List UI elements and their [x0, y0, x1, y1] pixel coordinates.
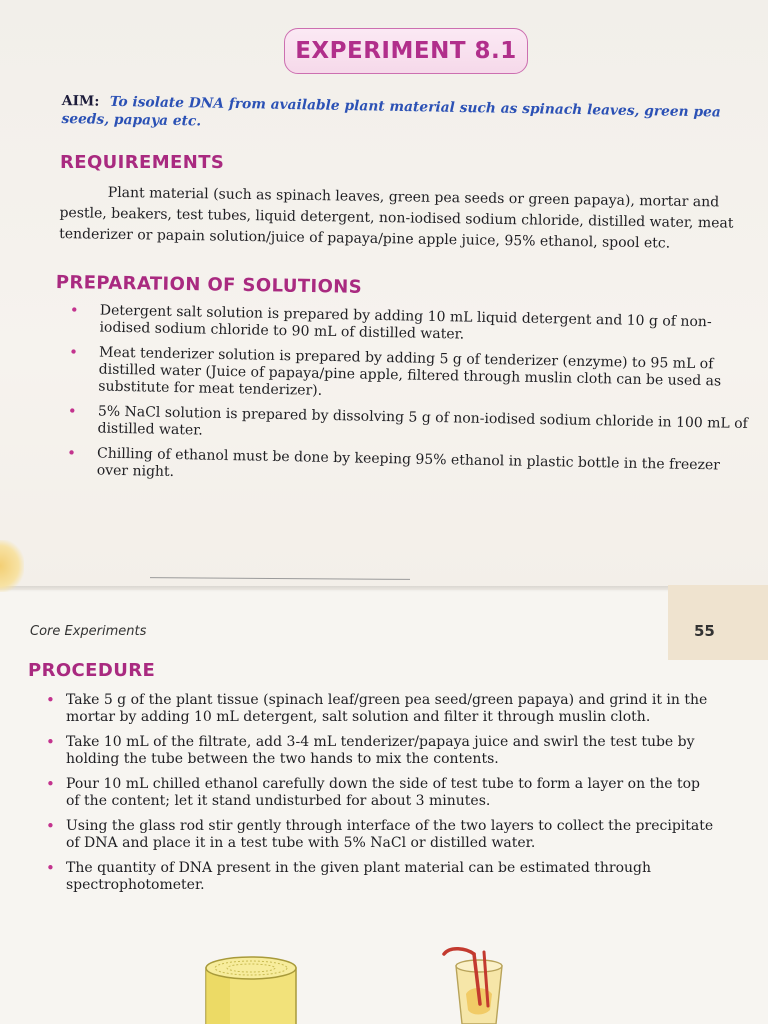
preparation-heading: PREPARATION OF SOLUTIONS — [55, 272, 363, 298]
requirements-paragraph — [59, 182, 754, 256]
yellow-stain-decoration — [0, 540, 24, 592]
list-item: • Chilling of ethanol must be done by keeping 95% ethanol in plastic bottle in the freezer over night. — [69, 445, 754, 492]
list-item: • Meat tenderizer solution is prepared by adding 5 g of tenderizer (enzyme) to 95 mL of distilled water (Juice of papaya/pine apple, filtered through muslin cloth can be used as substitute for meat tenderizer). — [70, 344, 755, 408]
list-item: • The quantity of DNA present in the given plant material can be estimated through spectrophotometer. — [36, 860, 718, 894]
procedure-list — [36, 692, 718, 902]
page-corner-tab — [668, 585, 768, 660]
footer-section-label: Core Experiments — [30, 624, 147, 639]
procedure-heading: PROCEDURE — [28, 660, 156, 681]
requirements-text: Plant material (such as spinach leaves, green pea seeds or green papaya), mortar and pestle, beakers, test tubes, liquid detergent, non-iodised sodium chloride, distilled water, meat tenderizer or papain solution/juice of papaya/pine apple juice, 95% ethanol, spool etc. — [59, 184, 734, 252]
list-item: • 5% NaCl solution is prepared by dissolving 5 g of non-iodised sodium chloride in 100 mL of distilled water. — [69, 403, 754, 450]
list-item: • Using the glass rod stir gently through interface of the two layers to collect the precipitate of DNA and place it in a test tube with 5% NaCl or distilled water. — [36, 818, 718, 852]
page-edge-shadow — [0, 586, 768, 592]
beaker-illustration — [196, 952, 306, 1024]
test-tube-illustration — [436, 944, 522, 1024]
experiment-title: EXPERIMENT 8.1 — [295, 38, 517, 64]
list-item: • Pour 10 mL chilled ethanol carefully down the side of test tube to form a layer on the top of the content; let it stand undisturbed for about 3 minutes. — [36, 776, 718, 810]
aim-label: AIM: — [61, 92, 100, 110]
experiment-title-box — [284, 28, 528, 74]
aim-text: To isolate DNA from available plant material such as spinach leaves, green pea seeds, papaya etc. — [61, 93, 721, 130]
list-item: • Take 10 mL of the filtrate, add 3-4 mL tenderizer/papaya juice and swirl the test tube by holding the tube between the two hands to mix the contents. — [36, 734, 718, 768]
requirements-heading: REQUIREMENTS — [60, 152, 225, 173]
preparation-list — [68, 302, 755, 500]
list-item: • Take 5 g of the plant tissue (spinach leaf/green pea seed/green papaya) and grind it in the mortar by adding 10 mL detergent, salt solution and filter it through muslin cloth. — [36, 692, 718, 726]
page-number: 55 — [694, 622, 715, 640]
list-item: • Detergent salt solution is prepared by adding 10 mL liquid detergent and 10 g of non-iodised sodium chloride to 90 mL of distilled water. — [71, 302, 756, 349]
